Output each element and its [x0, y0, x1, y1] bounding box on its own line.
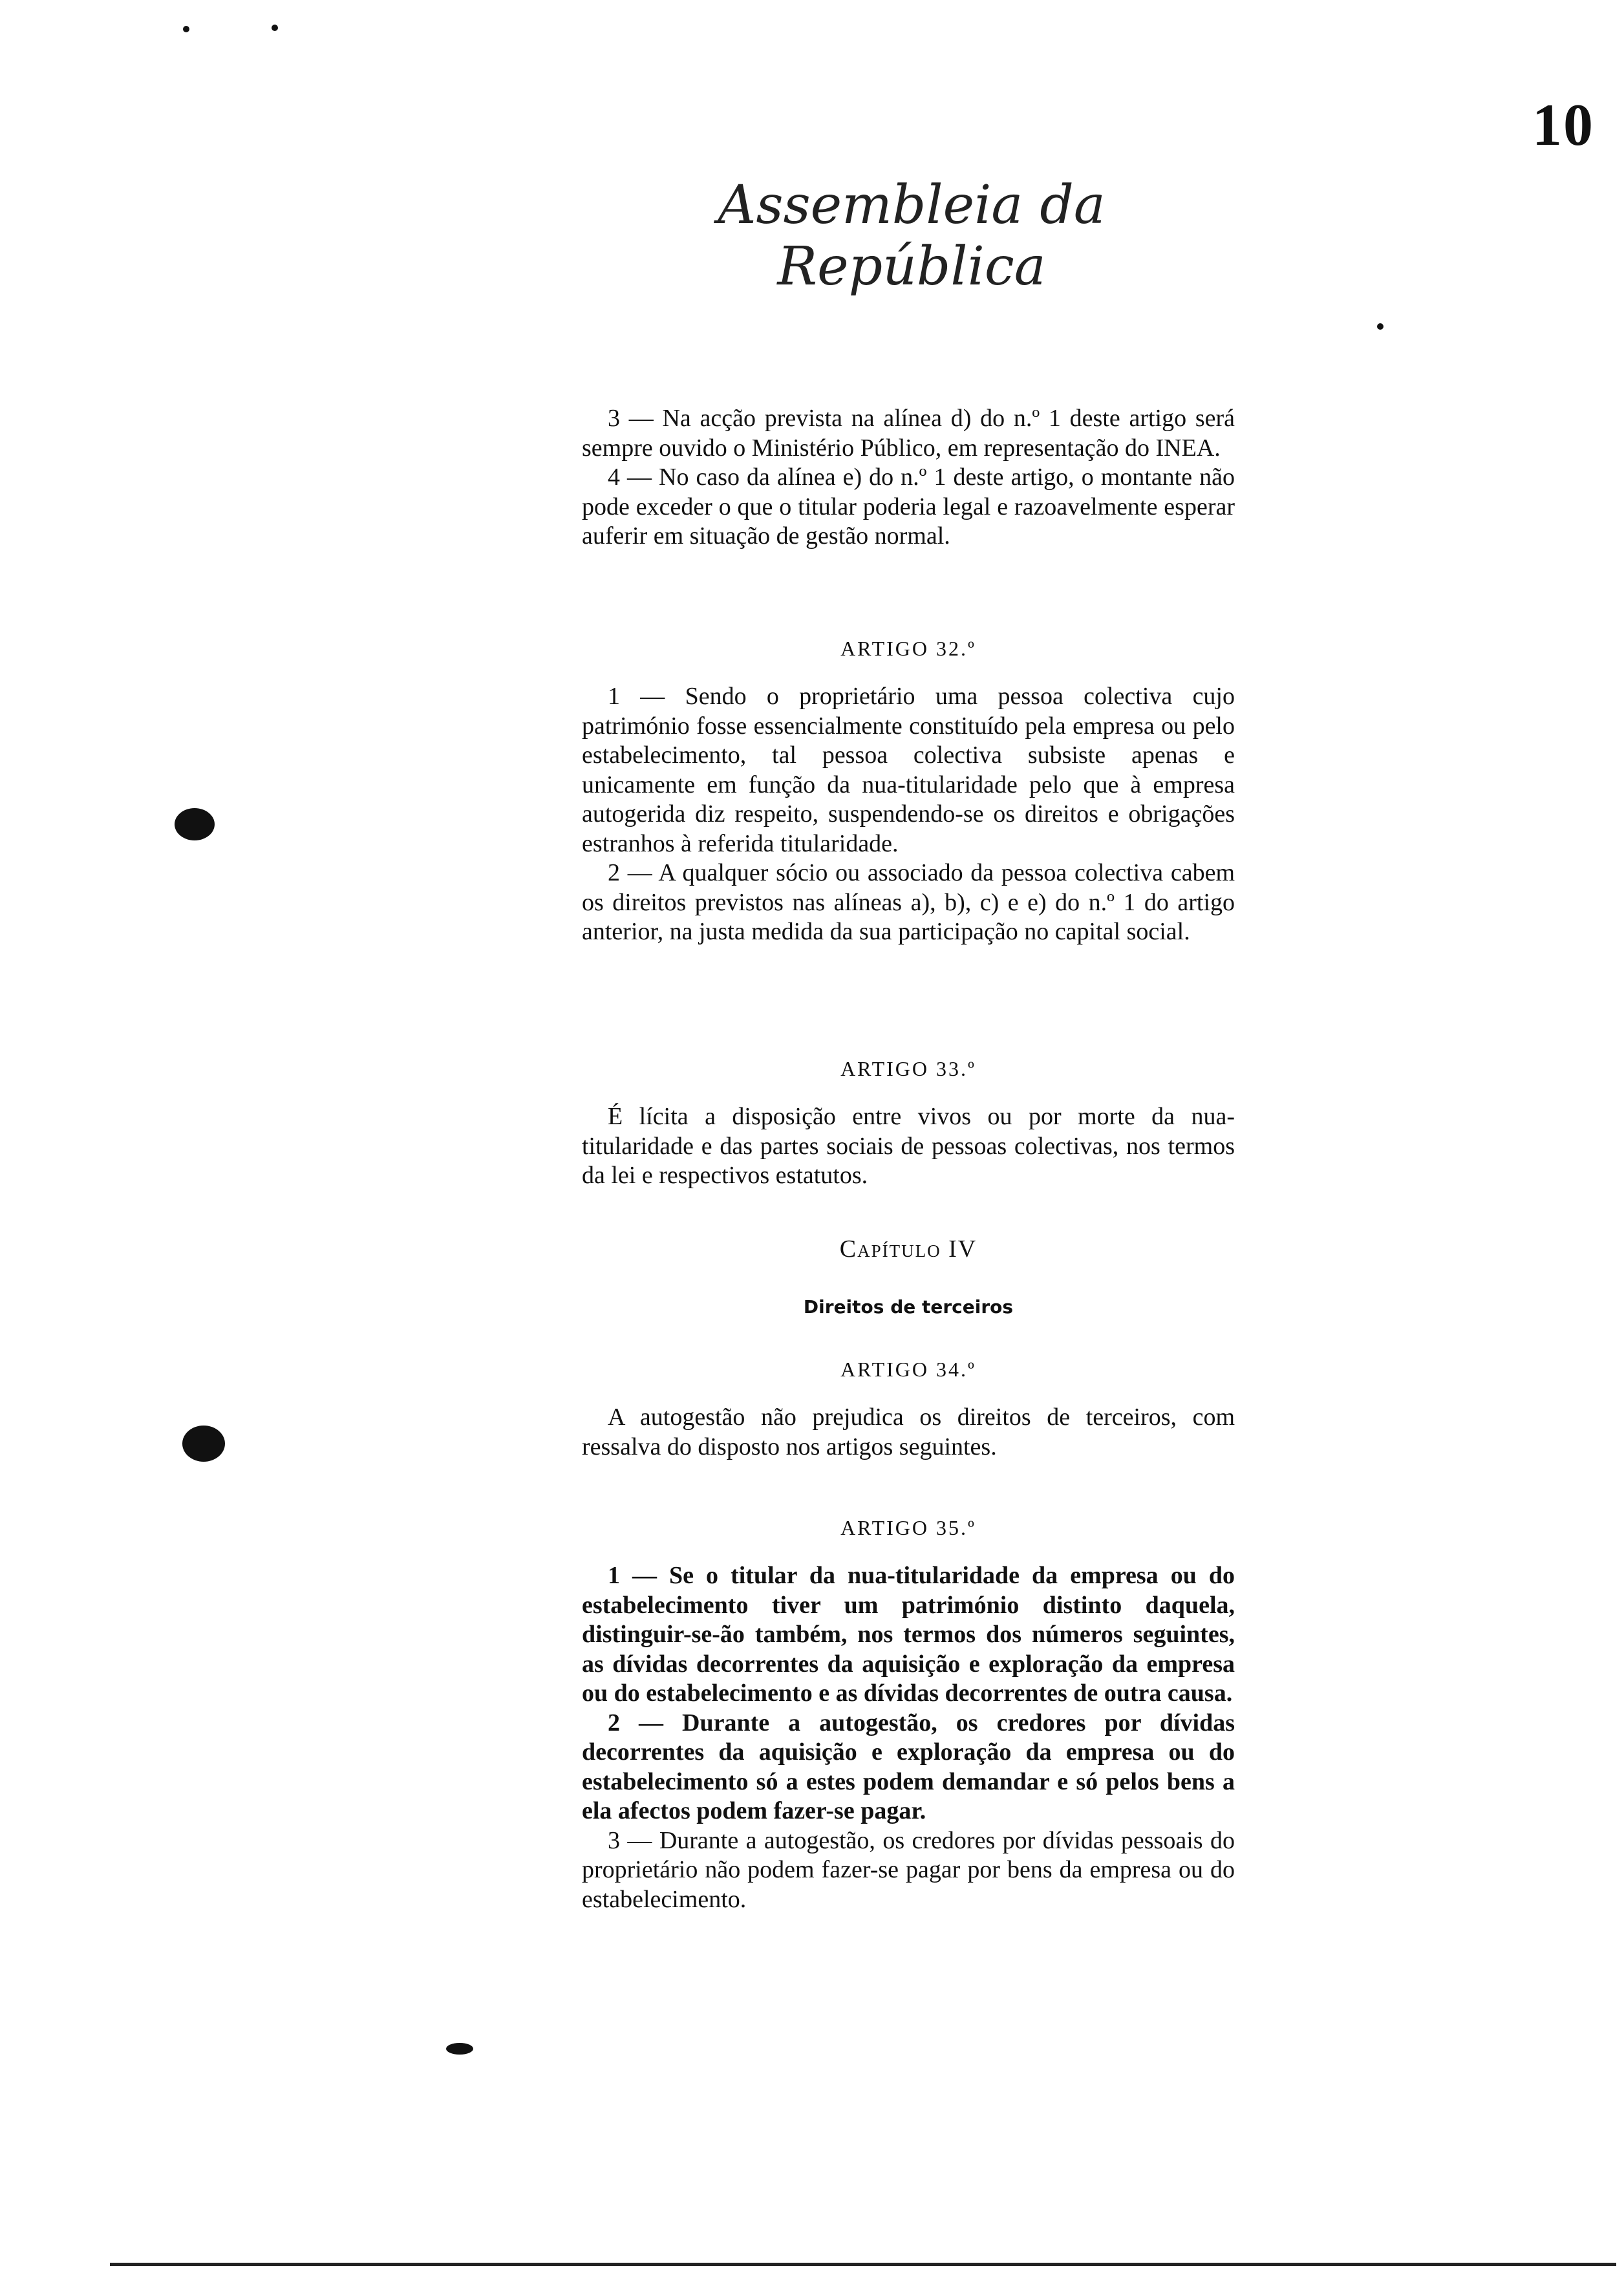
- letterhead: Assembleia da República: [718, 175, 1106, 297]
- paragraph: A autogestão não prejudica os direitos de terceiros, com ressalva do disposto nos artigos seguintes.: [582, 1404, 1235, 1460]
- article-heading: ARTIGO 32.º: [840, 637, 976, 660]
- paragraph: 4 — No caso da alínea e) do n.º 1 deste artigo, o montante não pode exceder o que o titular poderia legal e razoavelmente esperar auferir em situação de gestão normal.: [582, 464, 1235, 550]
- chapter-label: Capítulo IV: [839, 1235, 978, 1263]
- article-33-body: [582, 1102, 1235, 1191]
- paragraph: 2 — Durante a autogestão, os credores por dívidas decorrentes da aquisição e exploração da empresa ou do estabelecimento só a estes podem demandar e só pelos bens a ela afectos podem fazer-se pagar.: [582, 1709, 1235, 1824]
- punch-hole-mark: [182, 1426, 225, 1462]
- paragraph: 1 — Sendo o proprietário uma pessoa colectiva cujo património fosse essencialmente constituído pela empresa ou pelo estabelecimento, tal pessoa colectiva subsiste apenas e unicamente em função da nua-titularidade pelo que à empresa autogerida diz respeito, suspendendo-se os direitos e obrigações estranhos à referida titularidade.: [582, 683, 1235, 857]
- paragraph: 2 — A qualquer sócio ou associado da pessoa colectiva cabem os direitos previstos nas alíneas a), b), c) e e) do n.º 1 do artigo anterior, na justa medida da sua participação no capital social.: [582, 859, 1235, 945]
- article-35-body: [582, 1561, 1235, 1914]
- punch-hole-mark: [175, 808, 215, 840]
- paragraph: É lícita a disposição entre vivos ou por morte da nua-titularidade e das partes sociais de pessoas colectivas, nos termos da lei e respectivos estatutos.: [582, 1103, 1235, 1189]
- paragraph: 3 — Durante a autogestão, os credores por dívidas pessoais do proprietário não podem fazer-se pagar por bens da empresa ou do estabelecimento.: [582, 1826, 1235, 1913]
- article-heading: ARTIGO 34.º: [840, 1358, 976, 1381]
- article-heading: ARTIGO 33.º: [840, 1057, 976, 1080]
- scan-speck: [446, 2043, 473, 2055]
- paragraph: 1 — Se o titular da nua-titularidade da empresa ou do estabelecimento tiver um património distinto daquela, distinguir-se-ão também, nos termos dos números seguintes, as dívidas decorrentes da aquisição e exploração da empresa ou do estabelecimento e as dívidas decorrentes de outra causa.: [582, 1562, 1235, 1707]
- scan-speck: [183, 26, 189, 32]
- article-31-continuation: [582, 404, 1235, 551]
- article-heading: ARTIGO 35.º: [840, 1516, 976, 1539]
- scan-speck: [272, 25, 278, 31]
- bottom-rule: [110, 2263, 1616, 2266]
- article-32-body: [582, 682, 1235, 947]
- article-34-body: [582, 1403, 1235, 1462]
- chapter-title: Direitos de terceiros: [803, 1296, 1014, 1318]
- scan-speck: [1377, 323, 1384, 330]
- page-number: 10: [1532, 92, 1594, 158]
- paragraph: 3 — Na acção prevista na alínea d) do n.º 1 deste artigo será sempre ouvido o Ministério Público, em representação do INEA.: [582, 405, 1235, 462]
